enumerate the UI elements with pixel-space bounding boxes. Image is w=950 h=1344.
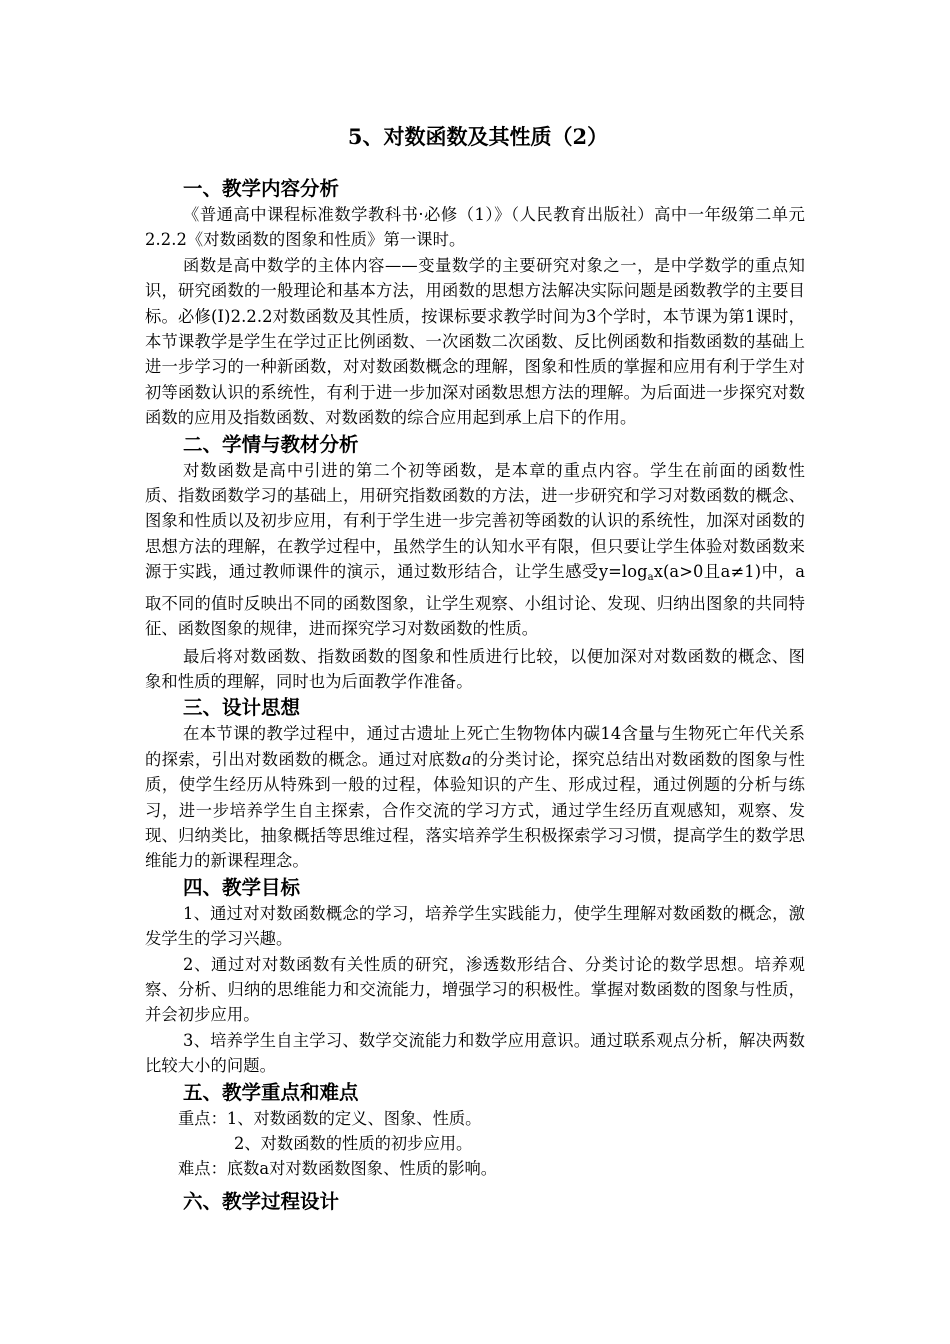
section-heading-4: 四、教学目标 — [183, 875, 301, 899]
math-variable: a — [461, 749, 472, 769]
text-run: 的分类讨论，探究总结出对数函数的图象与性质，使学生经历从特殊到一般的过程，体验知识的产生、形成过程，通过例题的分析与练习，进一步培养学生自主探索，合作交流的学习方式，通过学生经历直观感知，观察、发现、归纳类比，抽象概括等思维过程，落实培养学生积极探索学习习惯，提高学生的数学思维能力的新课程理念。 — [145, 749, 805, 871]
text-run: 在本节课的教学过程中，通过古遗址上死亡生物物体内碳14含量与生物死亡年代关系的探索，引出对数函数的概念。通过对底数 — [145, 724, 805, 769]
difficulty-line: 难点：底数a对对数函数图象、性质的影响。 — [178, 1159, 498, 1179]
paragraph: 2、通过对对数函数有关性质的研究，渗透数形结合、分类讨论的数学思想。培养观察、分析、归纳的思维能力和交流能力，增强学习的积极性。掌握对数函数的图象与性质，并会初步应用。 — [145, 954, 805, 1025]
document-page — [145, 122, 805, 1215]
section-heading-5: 五、教学重点和难点 — [183, 1080, 359, 1104]
key-point-line: 2、对数函数的性质的初步应用。 — [234, 1134, 473, 1153]
paragraph: 3、培养学生自主学习、数学交流能力和数学应用意识。通过联系观点分析，解决两数比较大小的问题。 — [145, 1030, 805, 1076]
paragraph: 《普通高中课程标准数学教科书·必修（1）》（人民教育出版社）高中一年级第二单元2.2.2《对数函数的图象和性质》第一课时。 — [145, 205, 805, 250]
text-run: 对数函数是高中引进的第二个初等函数，是本章的重点内容。学生在前面的函数性质、指数函数学习的基础上，用研究指数函数的方法，进一步研究和学习对数函数的概念、图象和性质以及初步应用，有利于学生进一步完善初等函数的认识的系统性，加深对函数的思想方法的理解，在教学过程中，虽然学生的认知水平有限，但只要让学生体验对数函数来源于实践，通过教师课件的演示，通过数形结合，让学生感受y=log — [145, 460, 805, 582]
subscript: a — [647, 572, 654, 584]
document-title: 5、对数函数及其性质（2） — [347, 124, 609, 149]
text-run: x(a>0且a≠1)中，a取不同的值时反映出不同的函数图象，让学生观察、小组讨论、发现、归纳出图象的共同特征、函数图象的规律，进而探究学习对数函数的性质。 — [145, 562, 805, 639]
section-heading-3: 三、设计思想 — [183, 696, 301, 720]
paragraph: 最后将对数函数、指数函数的图象和性质进行比较，以便加深对对数函数的概念、图象和性质的理解，同时也为后面教学作准备。 — [145, 646, 805, 691]
section-heading-2: 二、学情与教材分析 — [183, 432, 359, 456]
paragraph: 函数是高中数学的主体内容——变量数学的主要研究对象之一，是中学数学的重点知识，研究函数的一般理论和基本方法，用函数的思想方法解决实际问题是函数教学的主要目标。必修(Ⅰ)2.2.2对数函数及其性质，按课标要求教学时间为3个学时，本节课为第1课时，本节课教学是学生在学过正比例函数、一次函数二次函数、反比例函数和指数函数的基础上进一步学习的一种新函数，对对数函数概念的理解，图象和性质的掌握和应用有利于学生对初等函数认识的系统性，有利于进一步加深对函数思想方法的理解。为后面进一步探究对数函数的应用及指数函数、对数函数的综合应用起到承上启下的作用。 — [145, 255, 805, 428]
key-point-line: 重点：1、对数函数的定义、图象、性质。 — [178, 1108, 482, 1128]
paragraph — [145, 458, 805, 642]
section-heading-1: 一、教学内容分析 — [183, 177, 340, 200]
section-heading-6: 六、教学过程设计 — [183, 1189, 340, 1213]
paragraph — [145, 721, 805, 873]
paragraph: 1、通过对对数函数概念的学习，培养学生实践能力，使学生理解对数函数的概念，激发学生的学习兴趣。 — [145, 903, 805, 949]
